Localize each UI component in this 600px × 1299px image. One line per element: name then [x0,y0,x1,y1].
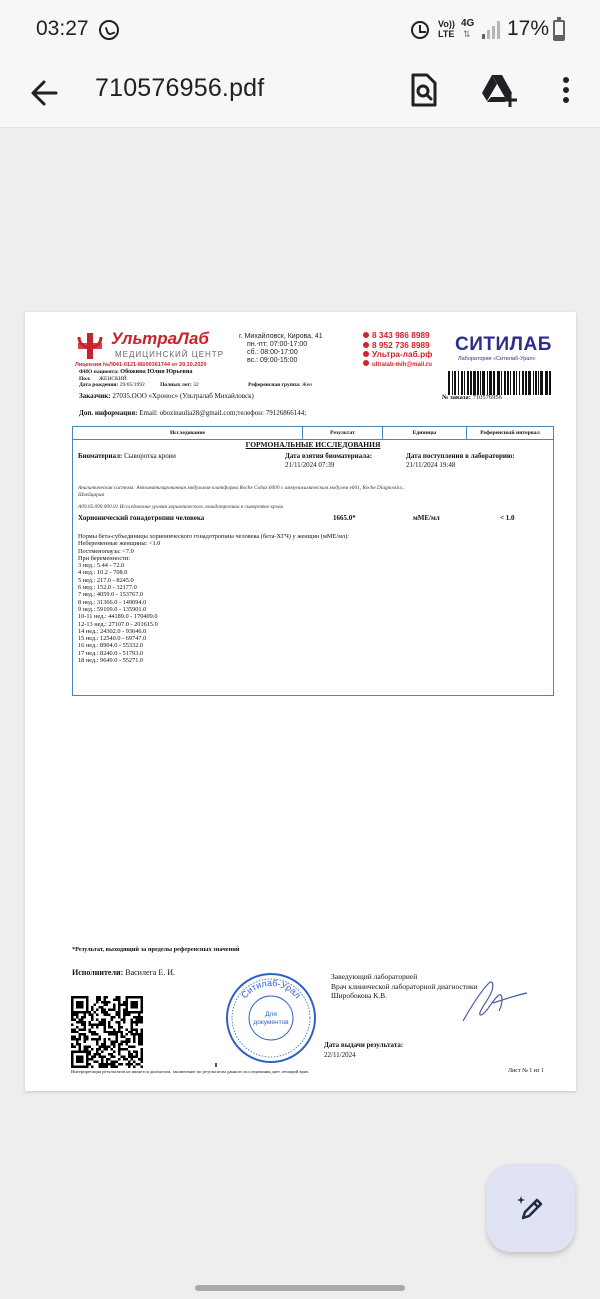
clinic-contacts [363,331,432,370]
customer-value: 27035.ООО «Хронос» (Ультралаб Михайловск) [112,392,254,400]
website: Ультра-лаб.рф [372,349,433,360]
issue-date-value: 22/11/2024 [324,1051,356,1059]
signal-icon [482,21,500,39]
biomaterial-value: Сыворотка крови [124,452,176,460]
dob-value: 29/05/1992 [119,382,145,388]
svg-text:Ситилаб-Урал [239,978,303,1000]
col-result: Результат [303,427,383,440]
gesture-nav-bar[interactable] [195,1285,405,1291]
test-reference: < 1.0 [500,514,515,522]
search-document-icon[interactable] [404,70,444,110]
section-title: ГОРМОНАЛЬНЫЕ ИССЛЕДОВАНИЯ [245,440,381,449]
signature [459,977,529,1027]
refgroup-value: Жен [302,382,313,388]
volte-bottom-label: LTE [438,29,455,39]
date-taken-label: Дата взятия биоматериала: [285,452,373,460]
issue-date-label: Дата выдачи результата: [324,1041,404,1049]
test-units: мМЕ/мл [413,514,440,522]
norm-line: 12-13 нед.: 27107.0 - 201615.0 [78,620,158,628]
biomaterial-label: Биоматериал: [78,452,123,460]
brand-subtitle: МЕДИЦИНСКИЙ ЦЕНТР [115,350,225,359]
date-received [406,452,515,470]
age-value: 32 [193,382,199,388]
data-activity-icon: ⇅ [463,30,471,40]
citilab-subtitle: Лаборатория «Ситилаб-Урал» [458,356,536,362]
phone-1: 8 343 986 8989 [372,330,430,340]
whatsapp-icon [99,20,119,40]
stamp-inner: Для [265,1011,277,1018]
order-value: 710576956 [472,394,502,401]
extra-label: Доп. информация: [79,409,138,417]
norms-list [78,533,349,664]
norm-line: Небеременные женщины: <1.0 [78,540,161,548]
date-received-label: Дата поступления в лабораторию: [406,452,515,460]
hours-line: пн.-пт: 07:00-17:00 [247,341,308,348]
norm-line: 16 нед.: 8904.0 - 55332.0 [78,642,144,650]
issue-date [324,1040,403,1060]
test-name: Хорионический гонадотропин человека [78,514,205,522]
stamp-inner: документов [253,1019,289,1026]
disclaimer: Интерпретация результатов не является диагнозом, заключение по результатам данного исследования дает лечащий врач. [71,1069,310,1074]
sheet-number: Лист № 1 из 1 [508,1068,544,1074]
brand-name: УльтраЛаб [111,329,209,348]
age-label: Полных лет: [160,382,192,388]
norm-line: 8 нед.: 31366.0 - 149094.0 [78,598,147,606]
phone-2: 8 952 736 8989 [372,339,430,350]
citilab-logo: СИТИЛАБ [455,334,552,355]
edit-fab-button[interactable] [487,1164,575,1252]
norm-line: 5 нед.: 217.0 - 8245.0 [78,576,134,584]
more-vert-icon[interactable] [546,70,586,110]
footnote: *Результат, выходящий за пределы референсных значений [72,946,240,953]
head-title: Врач клинической лабораторной диагностики [331,981,478,991]
performer-label: Исполнители: [72,968,124,977]
stamp-text: Ситилаб-Урал [239,977,303,1001]
lab-stamp [222,972,320,1064]
performer-line [72,968,175,977]
app-bar [0,62,600,128]
status-bar [0,0,600,62]
norm-line: 18 нед.: 9649.0 - 55271.0 [78,657,144,665]
extra-info [79,409,306,417]
email: ultralab-mih@mail.ru [372,361,432,368]
service-code: A09.05.090.000.01 Исследование уровня хорионического гонадотропина в сыворотке крови [78,504,284,510]
back-arrow-icon[interactable] [26,74,64,112]
norm-line: 7 нед.: 4059.0 - 153767.0 [78,591,144,599]
network-type: 4G [461,18,475,29]
date-taken-value: 21/11/2024 07:39 [285,461,335,469]
norm-line: 3 нед.: 5.44 - 72.0 [78,562,125,570]
phone-icon [363,332,369,338]
patient-info [79,369,312,389]
battery-percent: 17% [507,17,550,40]
sex-label: Пол: [79,375,91,382]
clinic-address [239,333,323,365]
file-title: 710576956.pdf [95,74,265,102]
norm-line: 17 нед.: 8240.0 - 51793.0 [78,649,144,657]
mail-icon [363,360,369,366]
phone-icon [363,342,369,348]
norm-line: 15 нед.: 12540.0 - 69747.0 [78,635,147,643]
order-number [442,394,502,401]
analytic-system-line: Аналитическая система: Автоматизированная модульная платформа Roche Cobas 6000 с иммунохимическим модулем e601, Roche Diagnostics, [78,485,404,491]
status-time: 03:27 [36,17,89,40]
norm-line: 4 нед.: 10.2 - 708.0 [78,569,128,577]
norm-line: 14 нед.: 24302.0 - 93646.0 [78,627,147,635]
analytic-system [78,485,404,499]
performer-name: Василега Е. И. [125,968,175,977]
web-icon [363,351,369,357]
norm-line: Постменопауза: <7.0 [78,547,134,555]
ultralab-logo-icon [75,331,105,361]
volte-indicator [438,19,455,39]
volte-top-label: Vo)) [438,19,455,29]
divider [215,1063,217,1067]
col-reference: Референсный интервал [480,430,540,436]
hours-line: вс.: 09:00-15:00 [247,357,298,364]
battery-icon [553,20,565,41]
col-units: Единицы [383,427,467,440]
date-taken [285,452,372,470]
sex-value: ЖЕНСКИЙ [99,375,127,382]
norm-line: 9 нед.: 59109.0 - 135901.0 [78,605,147,613]
table-header [73,427,553,440]
customer-label: Заказчик: [79,392,111,400]
norm-line: 10-11 нед.: 44189.0 - 170409.0 [78,613,158,621]
alarm-icon [411,21,429,39]
refgroup-label: Референсная группа: [248,382,301,388]
order-barcode [448,371,551,395]
biomaterial-line [78,452,176,460]
results-table [72,426,554,696]
norm-line: При беременности: [78,554,130,562]
head-title: Заведующий лабораторией [331,972,418,981]
address-line: г. Михайловск, Кирова, 41 [239,333,323,340]
test-result: 1665.0* [333,514,356,522]
col-study: Исследование [73,427,303,440]
norm-line: Нормы бета-субъединицы хорионического гонадотропина человека (бета-ХГЧ) у женщин (мМЕ/мл): [78,533,350,540]
license-line: Лицензия №Л041-0121-86/00361744 от 20.10.2020 [75,362,207,368]
head-name: Широбокова К.В. [331,991,388,1000]
patient-name: Обожина Юлия Юрьевна [120,368,193,375]
analytic-system-line: Швейцария [78,492,104,498]
patient-label: ФИО пациента: [79,369,119,375]
drive-add-icon[interactable] [478,70,518,110]
norm-line: 6 нед.: 152.0 - 32177.0 [78,584,137,592]
customer-line [79,392,254,400]
hours-line: сб.: 08:00-17:00 [247,349,298,356]
order-label: № заказа: [442,394,471,401]
extra-value: Email: obozinaulia28@gmail.com;телефон: 79126866144; [139,409,307,417]
qr-code [71,996,143,1068]
dob-label: Дата рождения: [79,382,119,388]
date-received-value: 21/11/2024 19:48 [406,461,456,469]
edit-pen-sparkle-icon [515,1192,547,1224]
head-of-lab [331,972,478,1001]
pdf-page[interactable] [25,312,576,1091]
